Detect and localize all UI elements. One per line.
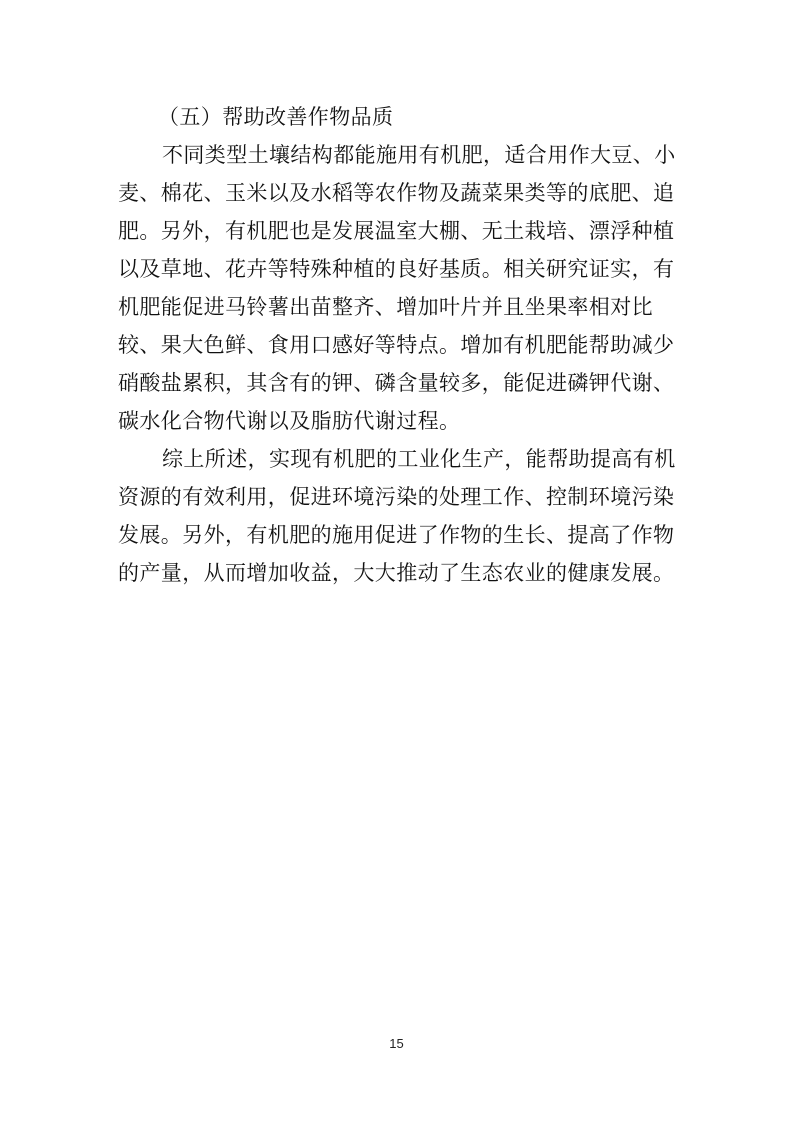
section-heading: （五）帮助改善作物品质 bbox=[158, 105, 394, 129]
paragraph-1-line: 麦、棉花、玉米以及水稻等农作物及蔬菜果类等的底肥、追 bbox=[118, 181, 675, 205]
paragraph-2-line: 资源的有效利用，促进环境污染的处理工作、控制环境污染 bbox=[118, 485, 675, 509]
paragraph-1-line: 不同类型土壤结构都能施用有机肥，适合用作大豆、小 bbox=[162, 143, 676, 167]
paragraph-2 bbox=[118, 440, 678, 592]
paragraph-1-line: 硝酸盐累积，其含有的钾、磷含量较多，能促进磷钾代谢、 bbox=[118, 371, 675, 395]
paragraph-1 bbox=[118, 136, 678, 440]
paragraph-1-line: 碳水化合物代谢以及脂肪代谢过程。 bbox=[118, 409, 461, 433]
paragraph-2-line: 发展。另外，有机肥的施用促进了作物的生长、提高了作物 bbox=[118, 523, 675, 547]
page-body bbox=[118, 98, 678, 592]
paragraph-1-line: 肥。另外，有机肥也是发展温室大棚、无土栽培、漂浮种植 bbox=[118, 219, 675, 243]
page-number: 15 bbox=[389, 1036, 404, 1051]
paragraph-2-line: 的产量，从而增加收益，大大推动了生态农业的健康发展。 bbox=[118, 561, 675, 585]
paragraph-2-line: 综上所述，实现有机肥的工业化生产，能帮助提高有机 bbox=[162, 447, 676, 471]
paragraph-1-line: 较、果大色鲜、食用口感好等特点。增加有机肥能帮助减少 bbox=[118, 333, 675, 357]
paragraph-1-line: 以及草地、花卉等特殊种植的良好基质。相关研究证实，有 bbox=[118, 257, 675, 281]
paragraph-1-line: 机肥能促进马铃薯出苗整齐、增加叶片并且坐果率相对比 bbox=[118, 295, 653, 319]
